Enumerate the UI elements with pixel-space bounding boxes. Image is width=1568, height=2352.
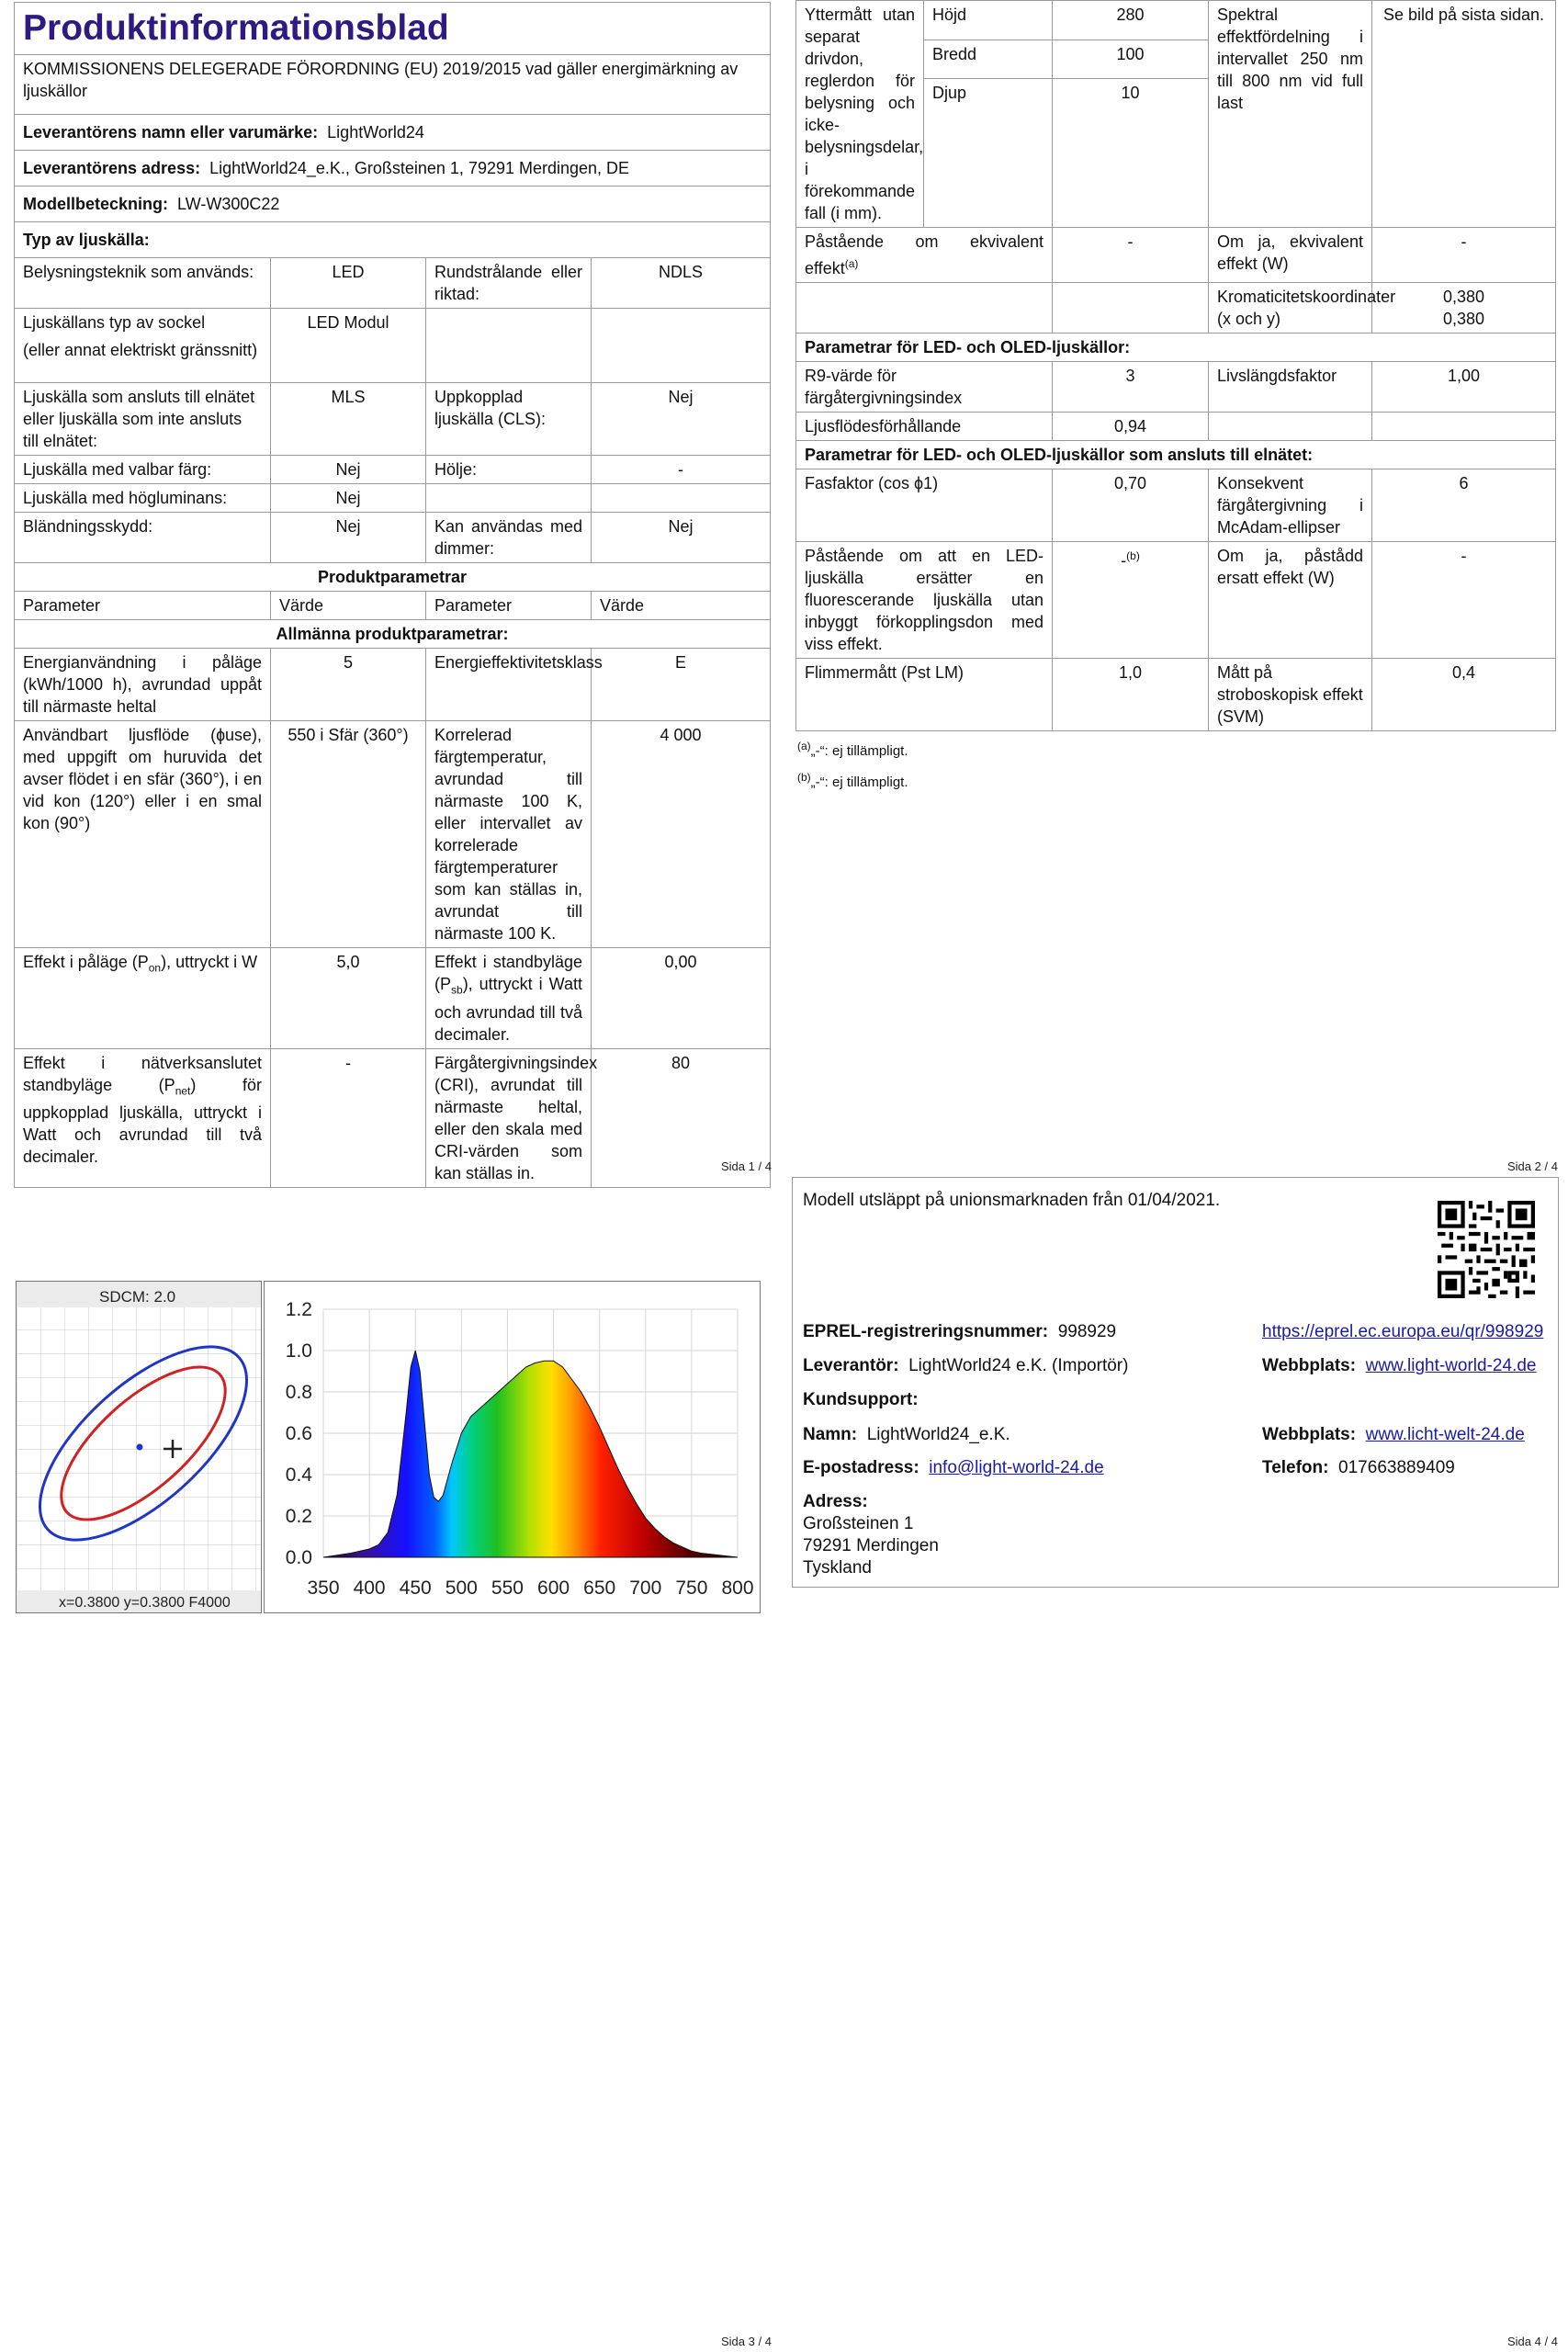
model-row — [15, 187, 771, 222]
chromaticity-y: 0,380 — [1442, 310, 1485, 328]
page-number-1: Sida 1 / 4 — [721, 1159, 772, 1173]
website-2-line — [1262, 1424, 1525, 1446]
mains-value: MLS — [271, 383, 426, 456]
network-standby-label: Effekt i nätverksanslutet standbyläge $(P_{net})$ för uppkopplad ljuskälla, uttryckt i Watt och avrundad till två decimaler. — [15, 1048, 271, 1187]
energy-value: 5 — [271, 649, 426, 721]
glare-label: Bländningsskydd: — [15, 513, 271, 563]
contact-name-value: LightWorld24_e.K. — [866, 1425, 1010, 1444]
equivalent-claim-value: - — [1053, 228, 1209, 283]
customer-support-label: Kundsupport: — [803, 1390, 919, 1409]
y-tick-label: 0.0 — [285, 1547, 312, 1568]
eprel-link[interactable]: https://eprel.ec.europa.eu/qr/998929 — [1262, 1322, 1544, 1341]
width-label: Bredd — [924, 40, 1053, 79]
supplier-address-value: LightWorld24_e.K., Großsteinen 1, 79291 Merdingen, DE — [209, 159, 630, 177]
x-tick-label: 650 — [583, 1577, 616, 1599]
y-tick-label: 1.0 — [285, 1340, 312, 1362]
spectral-label: Spektral effektfördelning i intervallet 250 nm till 800 nm vid full last — [1209, 1, 1372, 228]
claimed-power-value: - — [1372, 542, 1556, 659]
chromaticity-x: 0,380 — [1442, 288, 1485, 306]
x-tick-label: 550 — [491, 1577, 524, 1599]
contact-box — [792, 1177, 1559, 1588]
address-label: Adress: — [803, 1492, 868, 1511]
website-2-label: Webbplats: — [1262, 1425, 1357, 1444]
socket-value: LED Modul — [271, 309, 426, 383]
led-params-header: Parametrar för LED- och OLED-ljuskällor: — [796, 334, 1556, 362]
glare-value: Nej — [271, 513, 426, 563]
contact-name-label: Namn: — [803, 1425, 858, 1444]
color-value: Nej — [271, 456, 426, 484]
supplier-label: Leverantör: — [803, 1356, 899, 1375]
model-label: Modellbeteckning: — [23, 195, 169, 213]
luminous-flux-value: 550 i Sfär (360°) — [271, 721, 426, 948]
footnote-a: $^{(a)}$„-“: ej tillämpligt. — [797, 740, 908, 759]
directional-label: Rundstrålande eller riktad: — [426, 258, 592, 309]
energy-class-label: Energieffektivitetsklass — [426, 649, 592, 721]
address-line-2: 79291 Merdingen — [803, 1536, 939, 1555]
envelope-value: - — [592, 456, 771, 484]
socket-label-line1: Ljuskällans typ av sockel — [23, 313, 206, 332]
hl-empty-2 — [592, 484, 771, 513]
address-line-3: Tyskland — [803, 1558, 872, 1577]
envelope-label: Hölje: — [426, 456, 592, 484]
survival-factor-label: Livslängdsfaktor — [1209, 362, 1372, 413]
col-header-parameter-1: Parameter — [15, 592, 271, 620]
x-tick-label: 700 — [629, 1577, 662, 1599]
page-number-3: Sida 3 / 4 — [721, 2335, 772, 2348]
y-tick-label: 0.2 — [285, 1506, 312, 1527]
col-header-value-2: Värde — [592, 592, 771, 620]
dimmer-label: Kan användas med dimmer: — [426, 513, 592, 563]
power-factor-value: 0,70 — [1053, 469, 1209, 542]
address-line-1: Großsteinen 1 — [803, 1514, 914, 1533]
replacement-claim-label: Påstående om att en LED-ljuskälla ersätter en fluorescerande ljuskälla utan inbyggt förkopplingsdon med viss effekt. — [796, 542, 1053, 659]
y-tick-labels — [286, 1299, 313, 1568]
supplier-address-row — [15, 151, 771, 187]
hl-empty-1 — [426, 484, 592, 513]
x-tick-labels — [307, 1577, 753, 1599]
depth-label: Djup — [924, 79, 1053, 228]
flicker-label: Flimmermått (Pst LM) — [796, 659, 1053, 731]
product-params-header: Produktparametrar — [15, 563, 771, 592]
qr-code-icon — [1438, 1201, 1535, 1298]
x-tick-label: 600 — [537, 1577, 570, 1599]
socket-label-line2: (eller annat elektriskt gränssnitt) — [23, 341, 258, 359]
high-luminance-value: Nej — [271, 484, 426, 513]
energy-label: Energianvändning i påläge (kWh/1000 h), avrundad uppåt till närmaste heltal — [15, 649, 271, 721]
supplier-name-label: Leverantörens namn eller varumärke: — [23, 123, 319, 141]
lightsource-type-header: Typ av ljuskälla: — [15, 222, 771, 258]
mains-led-params-header: Parametrar för LED- och OLED-ljuskällor som ansluts till elnätet: — [796, 441, 1556, 469]
mains-label: Ljuskälla som ansluts till elnätet eller ljuskälla som inte ansluts till elnätet: — [15, 383, 271, 456]
spectral-value: Se bild på sista sidan. — [1372, 1, 1556, 228]
dimmer-value: Nej — [592, 513, 771, 563]
standby-power-label: Effekt i standbyläge $(P_{sb})$, uttryckt i Watt och avrundad till två decimaler. — [426, 948, 592, 1049]
depth-value: 10 — [1053, 79, 1209, 228]
email-label: E-postadress: — [803, 1458, 919, 1477]
y-tick-label: 0.6 — [285, 1423, 312, 1444]
spectrum-curve — [323, 1351, 738, 1557]
power-factor-label: Fasfaktor (cos ϕ1) — [796, 469, 1053, 542]
macadam-label: Konsekvent färgåtergivning i McAdam-ellipser — [1209, 469, 1372, 542]
model-value: LW-W300C22 — [177, 195, 280, 213]
y-tick-label: 1.2 — [285, 1299, 312, 1320]
general-params-header: Allmänna produktparametrar: — [15, 620, 771, 649]
survival-factor-value: 1,00 — [1372, 362, 1556, 413]
website-1-line — [1262, 1355, 1536, 1377]
eprel-label: EPREL-registreringsnummer: — [803, 1322, 1049, 1341]
cct-value: 4 000 — [592, 721, 771, 948]
r9-value: 3 — [1053, 362, 1209, 413]
directional-value: NDLS — [592, 258, 771, 309]
cri-label: Färgåtergivningsindex (CRI), avrundat till närmaste heltal, eller den skala med CRI-värden som kan ställas in. — [426, 1048, 592, 1187]
website-1-link[interactable]: www.light-world-24.de — [1365, 1356, 1537, 1375]
lumen-empty-1 — [1209, 413, 1372, 441]
chromaticity-value — [1372, 283, 1556, 334]
height-value: 280 — [1053, 1, 1209, 40]
width-value: 100 — [1053, 40, 1209, 79]
cri-value: 80 — [592, 1048, 771, 1187]
claimed-power-label: Om ja, påstådd ersatt effekt (W) — [1209, 542, 1372, 659]
height-label: Höjd — [924, 1, 1053, 40]
standby-power-value: 0,00 — [592, 948, 771, 1049]
eprel-value: 998929 — [1057, 1322, 1117, 1341]
cct-label: Korrelerad färgtemperatur, avrundad till närmaste 100 K, eller intervallet av korrelerade färgtemperaturer som kan ställas in, avrundat till närmaste 100 K. — [426, 721, 592, 948]
spectrum-svg — [265, 1282, 760, 1612]
phone-value: 017663889409 — [1338, 1458, 1455, 1477]
socket-empty-2 — [592, 309, 771, 383]
col-header-value-1: Värde — [271, 592, 426, 620]
x-tick-label: 750 — [675, 1577, 708, 1599]
cie-coords-label: x=0.3800 y=0.3800 F4000 — [59, 1595, 231, 1611]
lumen-empty-2 — [1372, 413, 1556, 441]
high-luminance-label: Ljuskälla med högluminans: — [15, 484, 271, 513]
luminous-flux-label: Användbart ljusflöde (ɸuse), med uppgift om huruvida det avser flödet i en sfär (360°), i en vid kon (120°) eller i en smal kon (90°) — [15, 721, 271, 948]
x-tick-label: 500 — [445, 1577, 478, 1599]
cie-figure — [16, 1281, 262, 1613]
phone-label: Telefon: — [1262, 1458, 1329, 1477]
regulation-text: KOMMISSIONENS DELEGERADE FÖRORDNING (EU) 2019/2015 vad gäller energimärkning av ljuskällor — [15, 55, 771, 115]
on-mode-power-label: Effekt i påläge $(P_{on})$, uttryckt i W — [15, 948, 271, 1049]
page-number-2: Sida 2 / 4 — [1507, 1159, 1558, 1173]
cls-label: Uppkopplad ljuskälla (CLS): — [426, 383, 592, 456]
sdcm-label: SDCM: 2.0 — [99, 1288, 176, 1306]
replacement-claim-value: -$^{(b)}$ — [1053, 542, 1209, 659]
chroma-empty-2 — [1053, 283, 1209, 334]
cie-ellipse-plot — [17, 1282, 261, 1612]
eprel-line — [803, 1321, 1116, 1343]
page-1 — [14, 2, 770, 1188]
svm-value: 0,4 — [1372, 659, 1556, 731]
supplier-address-label: Leverantörens adress: — [23, 159, 201, 177]
chroma-empty-1 — [796, 283, 1053, 334]
market-text: Modell utsläppt på unionsmarknaden från 01/04/2021. — [803, 1191, 1221, 1210]
y-tick-label: 0.4 — [285, 1464, 312, 1486]
supplier-name-value: LightWorld24 — [327, 123, 424, 141]
x-tick-label: 350 — [307, 1577, 340, 1599]
cls-value: Nej — [592, 383, 771, 456]
phone-line — [1262, 1457, 1455, 1479]
document-title: Produktinformationsblad — [15, 3, 771, 55]
spectrum-chart — [264, 1281, 761, 1613]
tech-value: LED — [271, 258, 426, 309]
y-tick-label: 0.8 — [285, 1382, 312, 1403]
website-2-link[interactable]: www.licht-welt-24.de — [1365, 1425, 1525, 1444]
page-2-table — [795, 0, 1556, 731]
lumen-maintenance-label: Ljusflödesförhållande — [796, 413, 1053, 441]
page-1-table — [14, 2, 771, 1188]
color-label: Ljuskälla med valbar färg: — [15, 456, 271, 484]
supplier-name-row — [15, 115, 771, 151]
r9-label: R9-värde för färgåtergivningsindex — [796, 362, 1053, 413]
footnote-b: $^{(b)}$„-“: ej tillämpligt. — [797, 771, 908, 790]
network-standby-value: - — [271, 1048, 426, 1187]
socket-empty-1 — [426, 309, 592, 383]
supplier-line — [803, 1355, 1128, 1377]
email-link[interactable]: info@light-world-24.de — [929, 1458, 1104, 1477]
socket-label — [15, 309, 271, 383]
equivalent-power-value: - — [1372, 228, 1556, 283]
chromaticity-label: Kromaticitetskoordinater (x och y) — [1209, 283, 1372, 334]
equivalent-claim-label: Påstående om ekvivalent effekt$^{(a)}$ — [796, 228, 1053, 283]
tech-label: Belysningsteknik som används: — [15, 258, 271, 309]
on-mode-power-value: 5,0 — [271, 948, 426, 1049]
col-header-parameter-2: Parameter — [426, 592, 592, 620]
website-1-label: Webbplats: — [1262, 1356, 1357, 1375]
lumen-maintenance-value: 0,94 — [1053, 413, 1209, 441]
email-line — [803, 1457, 1104, 1479]
x-tick-label: 800 — [721, 1577, 754, 1599]
supplier-value: LightWorld24 e.K. (Importör) — [908, 1356, 1129, 1375]
x-tick-label: 450 — [399, 1577, 432, 1599]
svm-label: Mått på stroboskopisk effekt (SVM) — [1209, 659, 1372, 731]
flicker-value: 1,0 — [1053, 659, 1209, 731]
measured-point — [137, 1444, 143, 1451]
equivalent-power-label: Om ja, ekvivalent effekt (W) — [1209, 228, 1372, 283]
x-tick-label: 400 — [353, 1577, 386, 1599]
dimensions-label: Yttermått utan separat drivdon, reglerdon för belysning och icke-belysningsdelar, i förekommande fall (i mm). — [796, 1, 924, 228]
macadam-value: 6 — [1372, 469, 1556, 542]
page-2-table-section — [795, 0, 1555, 796]
page-number-4: Sida 4 / 4 — [1507, 2335, 1558, 2348]
contact-name-line — [803, 1424, 1010, 1446]
energy-class-value: E — [592, 649, 771, 721]
